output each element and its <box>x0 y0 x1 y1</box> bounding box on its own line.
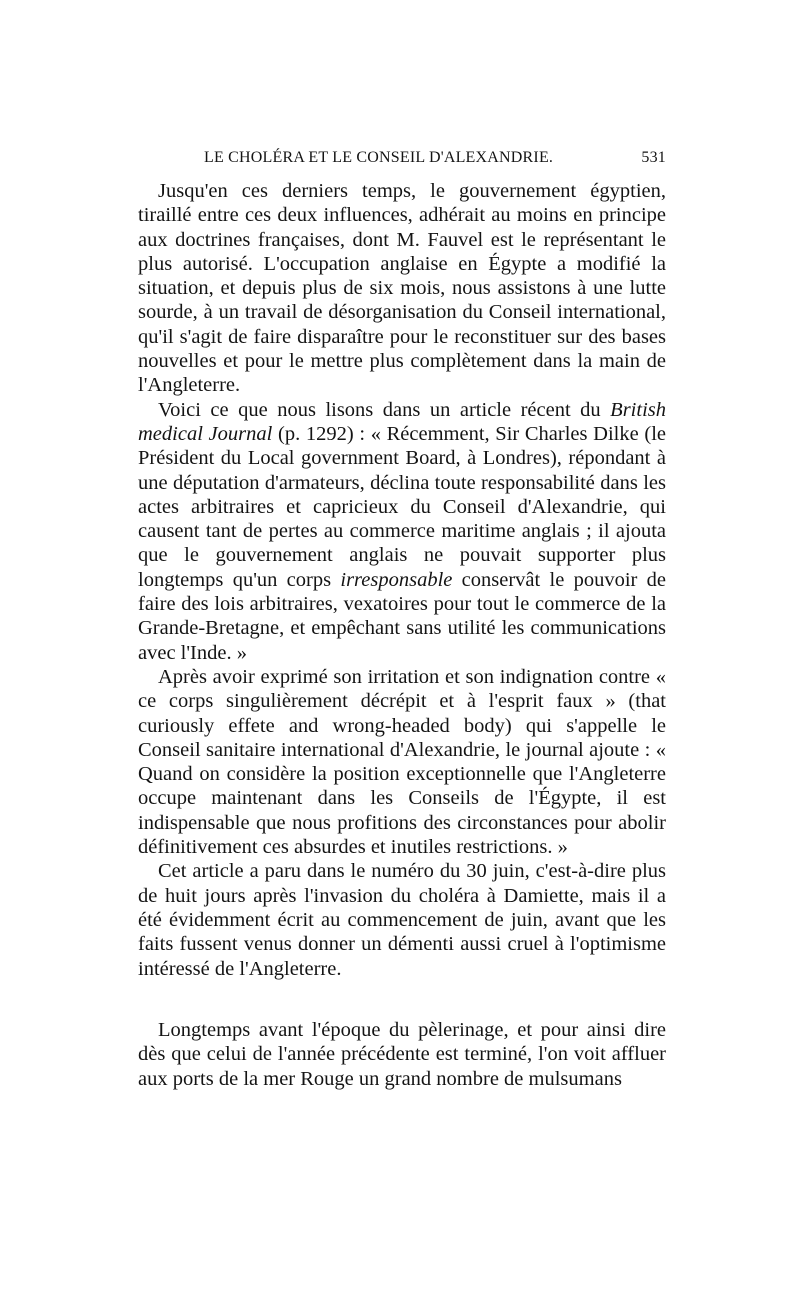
paragraph: Cet article a paru dans le numéro du 30 juin, c'est-à-dire plus de huit jours après l'invasion du choléra à Damiette, mais il a été évidemment écrit au commencement de juin, avant que les faits fussent venus donner un démenti aussi cruel à l'optimisme intéressé de l'Angleterre. <box>138 860 666 980</box>
paragraph: Jusqu'en ces derniers temps, le gouvernement égyptien, tiraillé entre ces deux influences, adhérait au moins en principe aux doctrines françaises, dont M. Fauvel est le représentant le plus autorisé. L'occupation anglaise en Égypte a modifié la situation, et depuis plus de six mois, nous assistons à une lutte sourde, à un travail de désorganisation du Conseil international, qu'il s'agit de faire disparaître pour le reconstituer sur des bases nouvelles et pour le mettre plus complètement dans la main de l'Angleterre. <box>138 180 666 397</box>
paragraph-tail: conservât le pouvoir de faire des lois arbitraires, vexatoires pour tout le commerce de la Grande-Bretagne, et empêchant sans utilité les communications avec l'Inde. » <box>138 568 666 664</box>
running-head <box>138 149 666 173</box>
paragraph: Longtemps avant l'époque du pèlerinage, et pour ainsi dire dès que celui de l'année précédente est terminé, l'on voit affluer aux ports de la mer Rouge un grand nombre de mulsumans <box>138 1019 666 1090</box>
paragraph <box>138 398 666 665</box>
paragraph-mid: (p. 1292) : « Récemment, Sir Charles Dilke (le Président du Local government Board, à Londres), répondant à une députation d'armateurs, déclina toute responsabilité dans les actes arbitraires et capricieux du Conseil d'Alexandrie, qui causent tant de pertes au commerce maritime anglais ; il ajouta que le gouvernement anglais ne pouvait supporter plus longtemps qu'un corps <box>138 422 666 591</box>
paragraph-lead: Voici ce que nous lisons dans un article récent du <box>158 398 611 421</box>
section-text-block <box>138 1018 666 1091</box>
journal-title: British medical Journal <box>138 398 666 445</box>
emphasized-word: irresponsable <box>340 568 453 591</box>
running-title: LE CHOLÉRA ET LE CONSEIL D'ALEXANDRIE. <box>204 149 554 166</box>
page-number: 531 <box>641 149 666 166</box>
paragraph: Après avoir exprimé son irritation et son indignation contre « ce corps singulièrement décrépit et à l'esprit faux » (that curiously effete and wrong-headed body) qui s'appelle le Conseil sanitaire international d'Alexandrie, le journal ajoute : « Quand on considère la position exceptionnelle que l'Angleterre occupe maintenant dans les Conseils de l'Égypte, il est indispensable que nous profitions des circonstances pour abolir définitivement ces absurdes et inutiles restrictions. » <box>138 665 666 859</box>
main-text-block <box>138 179 666 981</box>
